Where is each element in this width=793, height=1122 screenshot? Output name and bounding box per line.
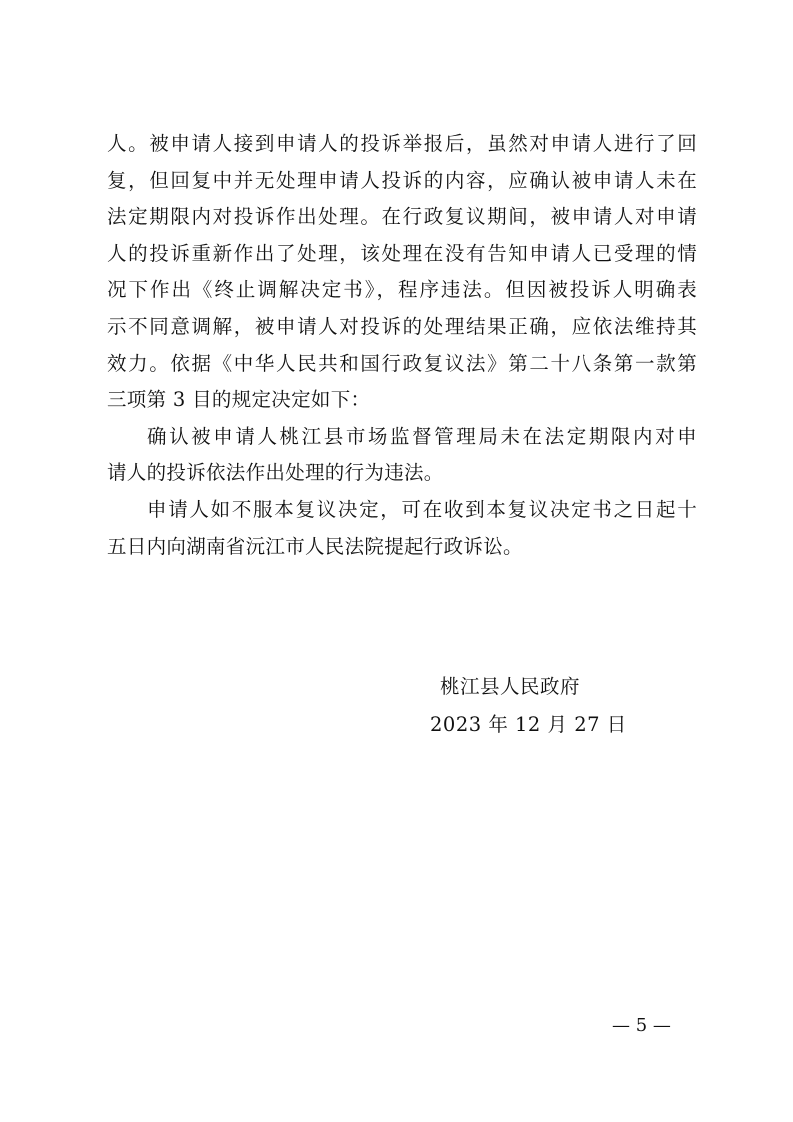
issue-date: 2023 年 12 月 27 日	[430, 713, 627, 736]
issuer-name: 桃江县人民政府	[440, 675, 581, 698]
document-body	[107, 126, 697, 565]
paragraph-appeal-notice	[107, 492, 697, 565]
page-number: — 5 —	[612, 1015, 671, 1036]
text-line: 效力。依据《中华人民共和国行政复议法》第二十八条第一款第	[107, 351, 697, 375]
text-line: 复，但回复中并无处理申请人投诉的内容，应确认被申请人未在	[107, 168, 697, 192]
signature-block	[430, 668, 640, 744]
paragraph-decision	[107, 419, 697, 492]
text-line: 人。被申请人接到申请人的投诉举报后，虽然对申请人进行了回	[107, 132, 697, 155]
text-line: 请人的投诉依法作出处理的行为违法。	[107, 461, 444, 485]
text-line: 五日内向湖南省沅江市人民法院提起行政诉讼。	[107, 534, 523, 558]
text-line: 申请人如不服本复议决定，可在收到本复议决定书之日起十	[147, 497, 697, 521]
text-line: 三项第 3 目的规定决定如下：	[107, 388, 371, 412]
text-line: 况下作出《终止调解决定书》，程序违法。但因被投诉人明确表	[107, 278, 697, 302]
paragraph-reasoning	[107, 126, 697, 419]
text-line: 法定期限内对投诉作出处理。在行政复议期间，被申请人对申请	[107, 205, 697, 229]
text-line: 示不同意调解，被申请人对投诉的处理结果正确，应依法维持其	[107, 314, 697, 338]
text-line: 人的投诉重新作出了处理，该处理在没有告知申请人已受理的情	[107, 241, 697, 265]
text-line: 确认被申请人桃江县市场监督管理局未在法定期限内对申	[147, 424, 697, 448]
